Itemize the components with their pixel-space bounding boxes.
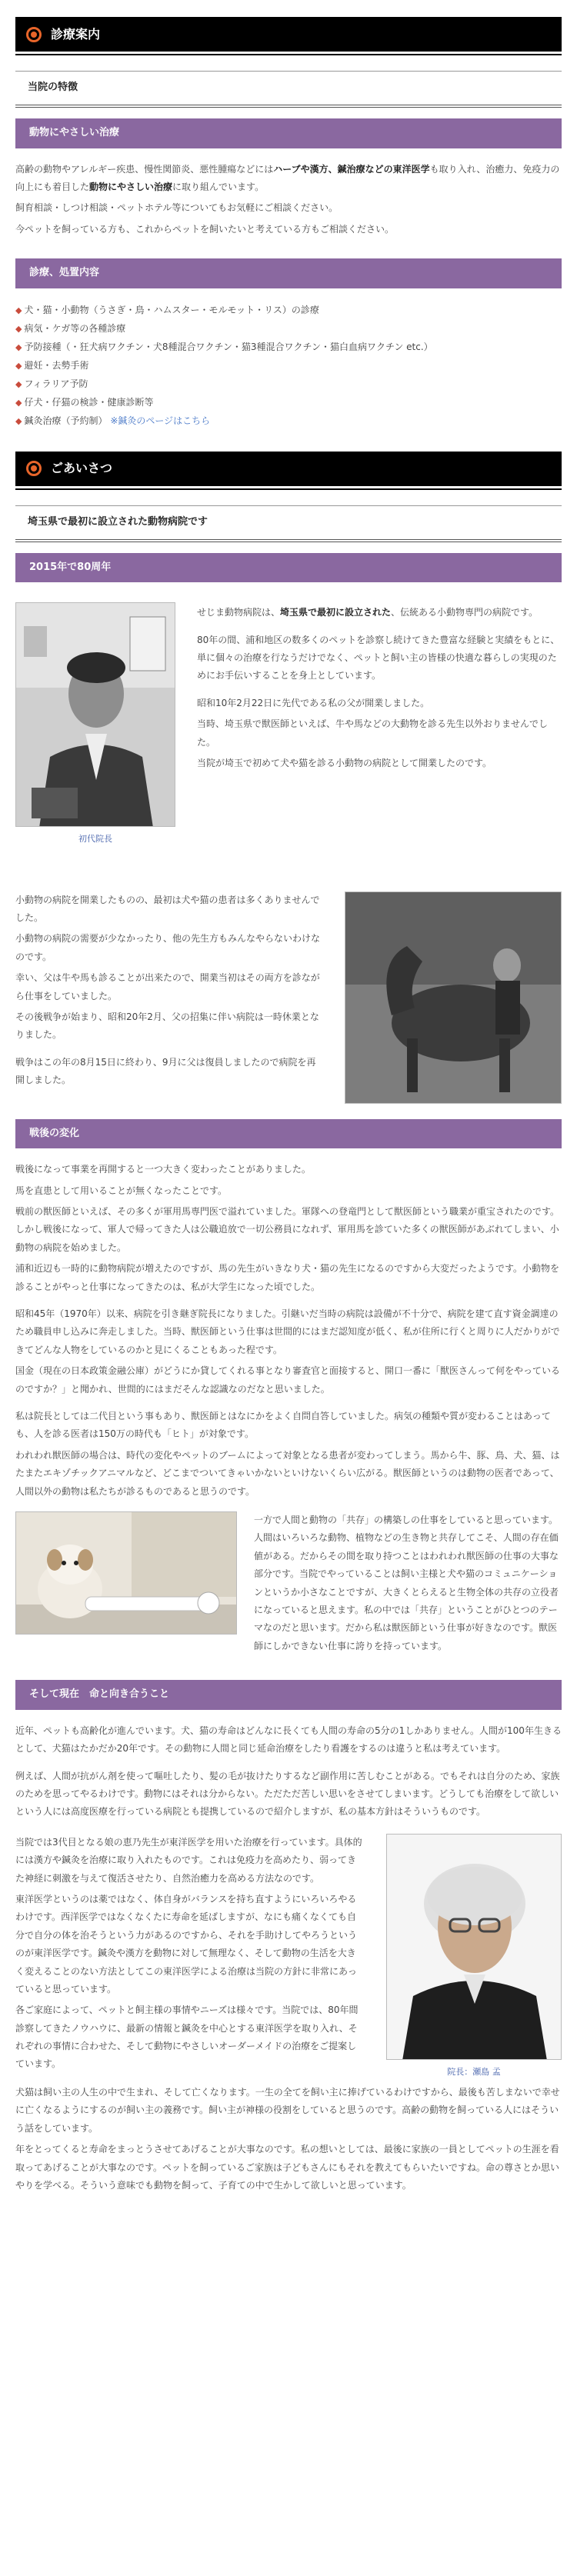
acupuncture-label: 鍼灸治療（予約制） bbox=[24, 415, 108, 426]
historic-horse-image bbox=[345, 892, 562, 1104]
now-paragraph: 東洋医学というのは薬ではなく、体自身がバランスを持ち直すようにいろいろやるわけです。西洋医学ではなくなくたに寿命を延ばしますが、なにも痛くなくても自分で自分の体を治そうという力があるのですから、それを手助けしてやろうというのが東洋医学です。鍼灸や漢方を動物に対して無理なく、そして動物の生活を大きく変えることのない方法としてこの東洋医学による治療は当院の方針に非常にあっていると思っています。 bbox=[15, 1893, 358, 1994]
text-strong: 埼玉県で最初に設立された bbox=[280, 607, 392, 618]
list-item: ◆ 仔犬・仔猫の検診・健康診断等 bbox=[15, 393, 562, 412]
postwar-text bbox=[15, 1161, 562, 1501]
founder-photo bbox=[15, 602, 175, 827]
director-text bbox=[15, 1834, 365, 2079]
text-span: も取り入れ、治癒力、免疫力の向上にも着目した bbox=[15, 163, 560, 192]
now-paragraph: 例えば、人間が抗がん剤を使って嘔吐したり、髪の毛が抜けたりするなど副作用に苦しむことがある。でもそれは自分のため、家族のためを思ってやるわけです。動物にはそれは分からない。ただただ苦しい思いをさせてしまいます。どうしても治療をして欲しいという人には高度医療を行っている病院とも提携しているので紹介しますが、私の基本方針はそういうものです。 bbox=[15, 1770, 560, 1818]
text-strong: ハーブや漢方、鍼治療などの東洋医学 bbox=[273, 163, 430, 175]
sub-heading-features: 当院の特徴 bbox=[15, 71, 562, 108]
circle-bullet-icon bbox=[26, 27, 42, 42]
list-item: ◆ 避妊・去勢手術 bbox=[15, 356, 562, 375]
coexist-text bbox=[254, 1511, 562, 1658]
postwar-paragraph: 私は院長としては二代目という事もあり、獣医師とはなにかをよく自問自答していました。病気の種類や質が変わることはあっても、人を診る医者は150万の時代も「ヒト」が対象です。 bbox=[15, 1411, 551, 1440]
list-item: ◆ 予防接種（・狂犬病ワクチン・犬8種混合ワクチン・猫3種混合ワクチン・猫白血病ワクチン etc.） bbox=[15, 338, 562, 356]
list-item: ◆ フィラリア予防 bbox=[15, 375, 562, 393]
treatment-list bbox=[15, 301, 562, 430]
bar-now: そして現在 命と向き合うこと bbox=[15, 1680, 562, 1710]
postwar-paragraph: 浦和近辺も一時的に動物病院が増えたのですが、馬の先生がいきなり犬・猫の先生になるのですから大変だったようです。小動物を診ることがやっと仕事になってきたのは、私が大学生になった頃でした。 bbox=[15, 1263, 560, 1292]
horse-photo bbox=[345, 891, 562, 1104]
now-paragraph: 各ご家庭によって、ペットと飼主様の事情やニーズは様々です。当院では、80年間診察してきたノウハウに、最新の情報と鍼灸を中心とする東洋医学を取り入れ、それぞれの事情に合わせた、そして動物にやさしいオーダーメイドの治療をご提案しています。 bbox=[15, 2004, 359, 2070]
now-paragraph: 犬猫は飼い主の人生の中で生まれ、そして亡くなります。一生の全てを飼い主に捧げているわけですから、最後も苦しまないで幸せに亡くなるようにするのが飼い主の義務です。飼い主が神様の役割をしていると思うのです。高齢の動物を飼っている人にはそういう話をしています。 bbox=[15, 2087, 560, 2134]
founder-caption: 初代院長 bbox=[78, 834, 112, 845]
now-paragraph: 近年、ペットも高齢化が進んでいます。犬、猫の寿命はどんなに長くても人間の寿命の5分の1しかありません。人間が100年生きるとして、犬猫はたかだか20年です。その動物に人間と同じ延命治療をしたり看護をするのは違うと私は考えています。 bbox=[15, 1725, 562, 1755]
bar-80th-anniversary: 2015年で80周年 bbox=[15, 553, 562, 583]
postwar-paragraph: 馬を直患として用いることが無くなったことです。 bbox=[15, 1185, 228, 1196]
coexist-row bbox=[15, 1511, 562, 1658]
postwar-paragraph: われわれ獣医師の場合は、時代の変化やペットのブームによって対象となる患者が変わってしまう。馬から牛、豚、鳥、犬、猫、はたまたエキゾチックアニマルなど、どこまでついてきゃいかないといけないくらい広がる。獣医師というのは動物の医者であって、人間以外の動物は私たちが診るものであると思うのです。 bbox=[15, 1449, 560, 1497]
postwar-paragraph: 昭和45年（1970年）以来、病院を引き継ぎ院長になりました。引継いだ当時の病院は設備が不十分で、病院を建て直す資金調達のため職員申し込みに奔走しました。当時、獣医師という仕事は世間的にはまだ認知度が低く、私が住所に行くと周りに人だかりができてどんな人物をしているのかと見にくることもあった程です。 bbox=[15, 1308, 560, 1355]
section-title-greeting bbox=[15, 452, 562, 488]
director-photo bbox=[386, 1834, 562, 2060]
director-portrait-image bbox=[387, 1835, 562, 2060]
text-strong: 動物にやさしい治療 bbox=[89, 181, 173, 192]
intro-text bbox=[197, 602, 562, 846]
list-item: ◆ 病気・ケガ等の各種診療 bbox=[15, 319, 562, 338]
bar-postwar: 戦後の変化 bbox=[15, 1119, 562, 1149]
history-paragraph: 幸い、父は牛や馬も診ることが出来たので、開業当初はその両方を診ながら仕事をしていました。 bbox=[15, 972, 320, 1001]
text-span: 、伝統ある小動物専門の病院です。 bbox=[391, 607, 539, 618]
founder-photo-block bbox=[15, 602, 175, 846]
list-item bbox=[15, 412, 562, 430]
founder-row bbox=[15, 602, 562, 846]
director-photo-block bbox=[386, 1834, 562, 2079]
features-paragraph-1 bbox=[15, 161, 562, 197]
text-span: せじま動物病院は、 bbox=[197, 607, 281, 618]
intro-paragraph-2: 80年の間、浦和地区の数多くのペットを診察し続けてきた豊富な経験と実績をもとに、単に個々の治療を行なうだけでなく、ペットと飼い主の皆様の快適な暮らしの実現のためにお手伝いすることを身上としています。 bbox=[197, 634, 560, 681]
features-paragraph-2: 飼育相談・しつけ相談・ペットホテル等についてもお気軽にご相談ください。 bbox=[15, 202, 339, 214]
dog-examination-image bbox=[16, 1512, 237, 1635]
history-paragraph: その後戦争が始まり、昭和20年2月、父の招集に伴い病院は一時休業となりました。 bbox=[15, 1011, 319, 1041]
history-paragraph: 戦争はこの年の8月15日に終わり、9月に父は復員しましたので病院を再開しました。 bbox=[15, 1056, 316, 1086]
text-span: に取り組んでいます。 bbox=[172, 181, 265, 192]
features-text bbox=[15, 161, 562, 239]
closing-text bbox=[15, 2084, 562, 2194]
bar-treatment-menu: 診療、処置内容 bbox=[15, 258, 562, 288]
postwar-paragraph: 戦前の獣医師といえば、その多くが軍用馬専門医で溢れていました。軍隊への登竜門として獣医師という職業が重宝されたのです。しかし戦後になって、軍人で帰ってきた人は公職追放で一切公務員になれず、軍用馬を診ていた多くの獣医師があぶれてしまい、小動物の病院を始めました。 bbox=[15, 1206, 560, 1253]
director-row bbox=[15, 1834, 562, 2079]
intro-paragraph-1 bbox=[197, 604, 562, 622]
section-title-text: 診療案内 bbox=[51, 26, 101, 42]
list-item: ◆ 犬・猫・小動物（うさぎ・鳥・ハムスター・モルモット・リス）の診療 bbox=[15, 301, 562, 319]
intro-paragraph-4: 当時、埼玉県で獣医師といえば、牛や馬などの大動物を診る先生以外おりませんでした。 bbox=[197, 718, 549, 748]
intro-paragraph-5: 当院が埼玉で初めて犬や猫を診る小動物の病院として開業したのです。 bbox=[197, 758, 492, 769]
history-paragraph: 小動物の病院を開業したものの、最初は犬や猫の患者は多くありませんでした。 bbox=[15, 894, 320, 923]
section-title-text: ごあいさつ bbox=[51, 461, 113, 476]
features-paragraph-3: 今ペットを飼っている方も、これからペットを飼いたいと考えている方もご相談ください。 bbox=[15, 223, 395, 235]
history-text bbox=[15, 891, 323, 1104]
sub-heading-first-hospital: 埼玉県で最初に設立された動物病院です bbox=[15, 505, 562, 542]
postwar-paragraph: 国金（現在の日本政策金融公庫）がどうにか貸してくれる事となり審査官と面接すると、開口一番に「獣医さんって何をやっているのですか？」と聞かれ、世間的にはまだそんな認識なのだなと思いました。 bbox=[15, 1365, 561, 1395]
director-caption: 院長：瀬島 孟 bbox=[447, 2066, 501, 2077]
text-span: 高齢の動物やアレルギー疾患、慢性関節炎、悪性腫瘍などには bbox=[15, 163, 274, 175]
bar-gentle-treatment: 動物にやさしい治療 bbox=[15, 118, 562, 148]
intro-paragraph-3: 昭和10年2月22日に先代である私の父が開業しました。 bbox=[197, 697, 430, 708]
coexist-paragraph: 一方で人間と動物の「共存」の構築しの仕事をしていると思っています。人間はいろいろな動物、植物などの生き物と共存してこそ、人間の存在価値がある。だからその間を取り持つことはわれわれ獣医師の仕事の大事な部分です。当院でやっていることは飼い主様と犬や猫のコミュニケーションというか小さなことですが、大きくとらえると生物全体の共存の立役者になっていると思えます。私の中では「共存」ということがひとつのテーマなのだと思います。だから私は獣医師という仕事が好きなのです。獣医師にしかできない仕事に誇りを持っています。 bbox=[254, 1514, 559, 1651]
circle-bullet-icon bbox=[26, 461, 42, 476]
history-row bbox=[15, 891, 562, 1104]
dog-exam-photo bbox=[15, 1511, 237, 1635]
acupuncture-page-link[interactable]: ※鍼灸のページはこちら bbox=[110, 415, 211, 426]
postwar-paragraph: 戦後になって事業を再開すると一つ大きく変わったことがありました。 bbox=[15, 1164, 311, 1175]
now-paragraph: 年をとってくると寿命をまっとうさせてあげることが大事なのです。私の想いとしては、最後に家族の一員としてペットの生涯を看取ってあげることが大事なのです。ペットを飼っているご家族は子どもさんにもそれを教えてもらいたいですね。命の尊さとか思いやりを学べる。そういう意味でも動物を飼って、子育ての中で生かして欲しいと思っています。 bbox=[15, 2144, 560, 2191]
founder-portrait-image bbox=[16, 603, 175, 827]
now-paragraph: 当院では3代目となる娘の恵乃先生が東洋医学を用いた治療を行っています。具体的には漢方や鍼灸を治療に取り入れたものです。これは免疫力を高めたり、弱ってきた神経に刺激を与えて復活させたり、自然治癒力を高める方法なのです。 bbox=[15, 1836, 362, 1884]
section-title-clinic-info bbox=[15, 17, 562, 54]
now-text bbox=[15, 1722, 562, 1821]
history-paragraph: 小動物の病院の需要が少なかったり、他の先生方もみんなやらないわけなのです。 bbox=[15, 933, 321, 962]
